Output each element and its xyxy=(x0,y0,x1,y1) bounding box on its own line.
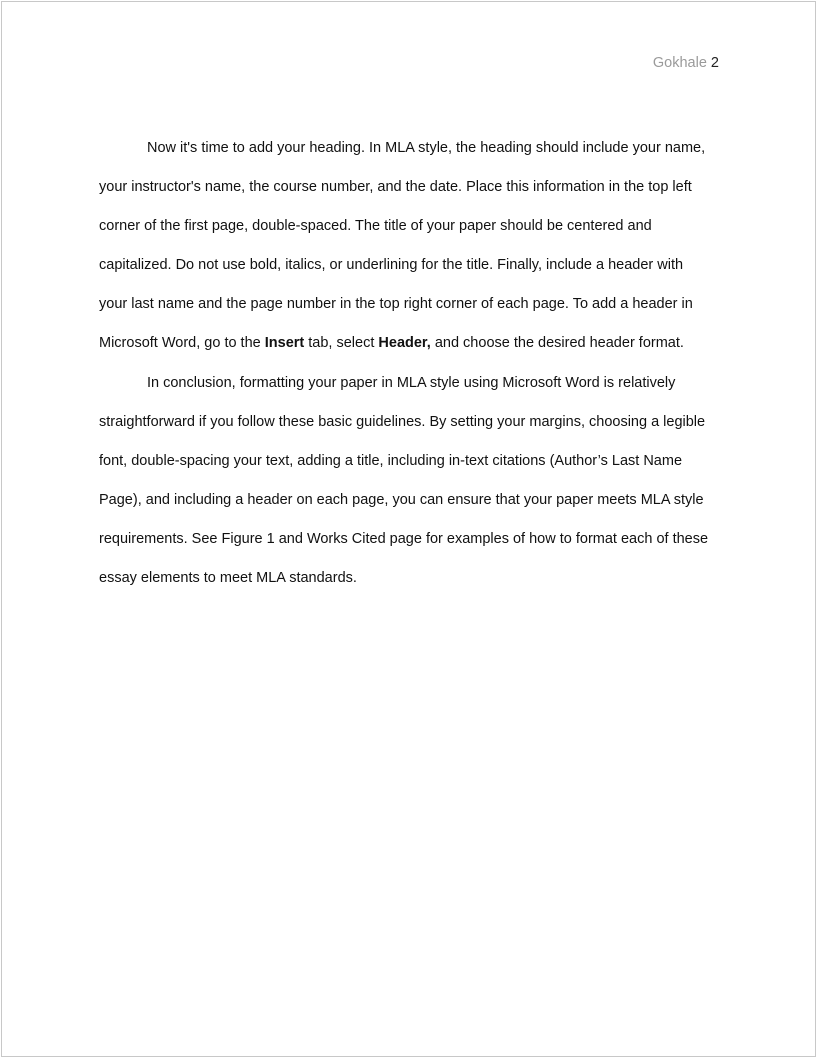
bold-text-header: Header, xyxy=(378,335,431,352)
text-run: tab, select xyxy=(304,335,379,352)
paragraph-heading-instructions xyxy=(99,129,721,364)
document-page xyxy=(1,1,816,1057)
text-line: your instructor's name, the course number, and the date. Place this information in the top left xyxy=(99,179,692,196)
text-run: Microsoft Word, go to the xyxy=(99,335,265,352)
page-header xyxy=(653,53,719,73)
text-line: essay elements to meet MLA standards. xyxy=(99,570,357,587)
text-line xyxy=(99,324,721,363)
text-line: In conclusion, formatting your paper in MLA style using Microsoft Word is relatively xyxy=(147,374,676,391)
document-body xyxy=(99,129,721,598)
text-line: straightforward if you follow these basic guidelines. By setting your margins, choosing a legible xyxy=(99,413,706,430)
text-line: Now it's time to add your heading. In MLA style, the heading should include your name, xyxy=(147,140,706,156)
text-line: font, double-spacing your text, adding a title, including in-text citations (Author’s Last Name xyxy=(99,452,683,469)
text-line: Page), and including a header on each page, you can ensure that your paper meets MLA style xyxy=(99,491,704,508)
text-line: corner of the first page, double-spaced. The title of your paper should be centered and xyxy=(99,218,652,235)
bold-text-insert: Insert xyxy=(264,335,305,352)
paragraph-conclusion xyxy=(99,364,721,599)
header-page-number: 2 xyxy=(710,55,719,71)
header-author-name: Gokhale xyxy=(652,55,707,71)
text-line: requirements. See Figure 1 and Works Cited page for examples of how to format each of these xyxy=(99,530,709,547)
text-line: capitalized. Do not use bold, italics, or underlining for the title. Finally, include a header with xyxy=(99,257,684,274)
text-run: and choose the desired header format. xyxy=(430,335,684,352)
text-line: your last name and the page number in the top right corner of each page. To add a header in xyxy=(99,296,693,313)
